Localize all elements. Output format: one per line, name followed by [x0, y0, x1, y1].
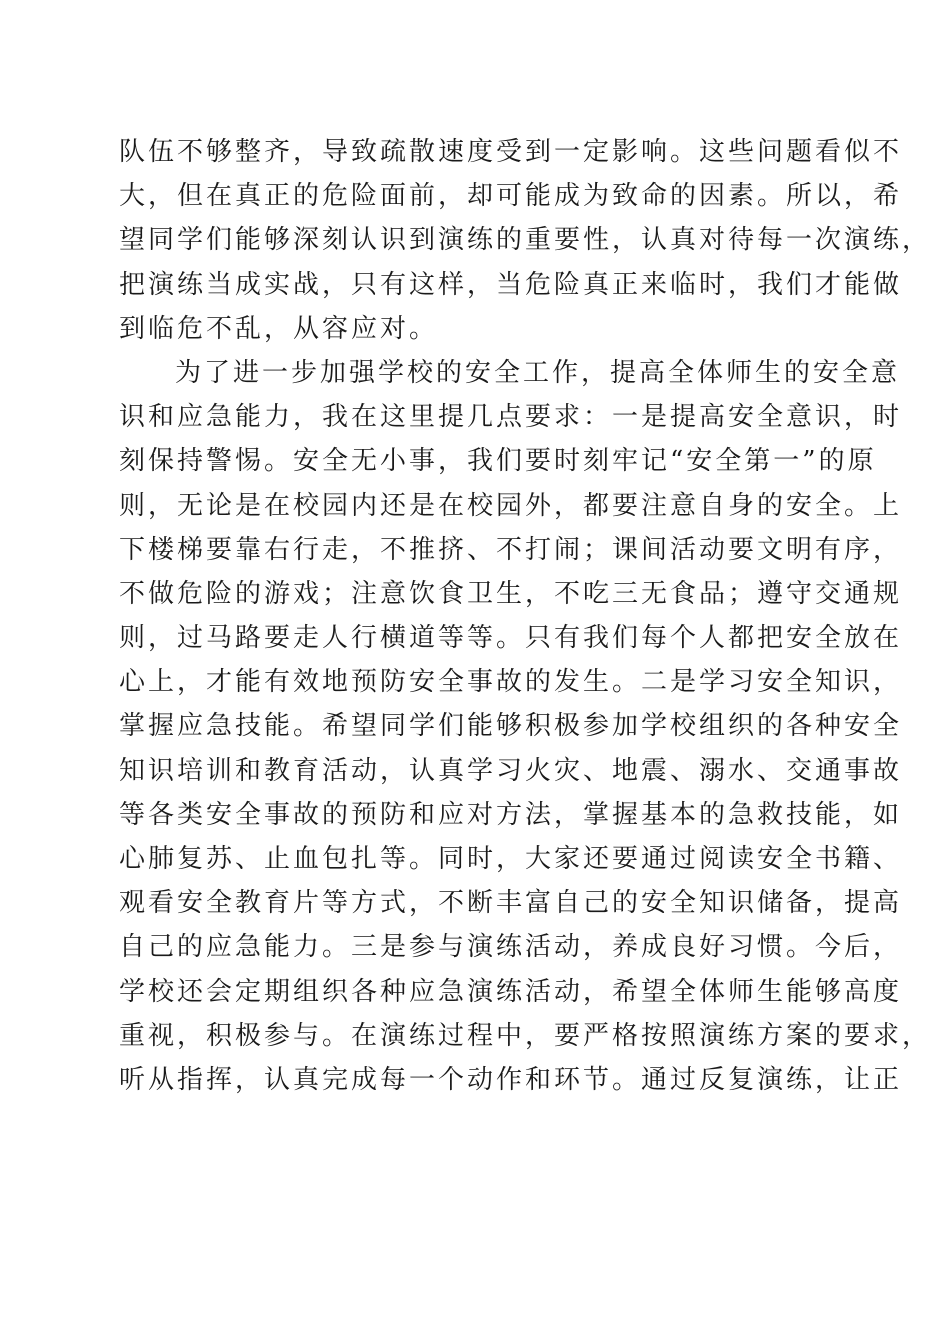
text-line: 自己的应急能力。三是参与演练活动，养成良好习惯。今后， — [119, 932, 903, 963]
text-line: 心肺复苏、止血包扎等。同时，大家还要通过阅读安全书籍、 — [119, 844, 903, 874]
text-line: 把演练当成实战，只有这样，当危险真正来临时，我们才能做 — [119, 269, 903, 300]
text-line: 知识培训和教育活动，认真学习火灾、地震、溺水、交通事故 — [119, 755, 903, 786]
text-line: 心上，才能有效地预防安全事故的发生。二是学习安全知识， — [119, 667, 903, 698]
text-line: 观看安全教育片等方式，不断丰富自己的安全知识储备，提高 — [119, 888, 903, 919]
text-line: 大，但在真正的危险面前，却可能成为致命的因素。所以，希 — [119, 181, 903, 212]
paragraph-2 — [119, 351, 932, 1102]
text-line: 队伍不够整齐，导致疏散速度受到一定影响。这些问题看似不 — [119, 137, 903, 167]
text-line: 重视，积极参与。在演练过程中，要严格按照演练方案的要求， — [119, 1020, 932, 1051]
text-line: 学校还会定期组织各种应急演练活动，希望全体师生能够高度 — [119, 976, 903, 1007]
text-line: 则，过马路要走人行横道等等。只有我们每个人都把安全放在 — [119, 623, 903, 654]
paragraph-1 — [119, 130, 932, 351]
text-line: 到临危不乱，从容应对。 — [119, 313, 439, 344]
text-line: 不做危险的游戏；注意饮食卫生，不吃三无食品；遵守交通规 — [119, 578, 903, 609]
text-line: 等各类安全事故的预防和应对方法，掌握基本的急救技能，如 — [119, 799, 903, 830]
text-line: 为了进一步加强学校的安全工作，提高全体师生的安全意 — [175, 357, 901, 388]
text-line: 掌握应急技能。希望同学们能够积极参加学校组织的各种安全 — [119, 711, 903, 742]
text-line: 望同学们能够深刻认识到演练的重要性，认真对待每一次演练， — [119, 225, 932, 256]
text-line: 刻保持警惕。安全无小事，我们要时刻牢记“安全第一”的原 — [119, 446, 877, 477]
text-line: 识和应急能力，我在这里提几点要求：一是提高安全意识，时 — [119, 402, 903, 433]
text-line: 则，无论是在校园内还是在校园外，都要注意自身的安全。上 — [119, 490, 903, 521]
text-line: 下楼梯要靠右行走，不推挤、不打闹；课间活动要文明有序， — [119, 534, 903, 565]
text-line: 听从指挥，认真完成每一个动作和环节。通过反复演练，让正 — [119, 1064, 903, 1095]
body-text — [119, 130, 932, 1102]
